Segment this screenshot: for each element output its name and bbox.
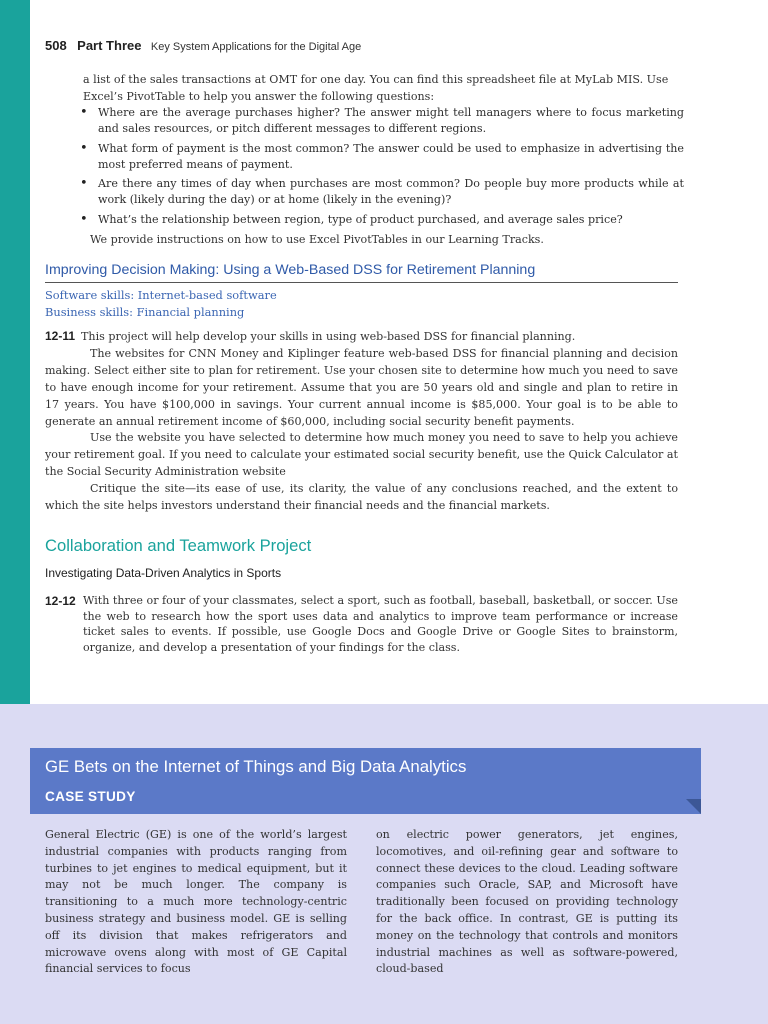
part-title: Key System Applications for the Digital Age: [150, 41, 362, 53]
project-paragraph: Use the website you have selected to determine how much money you need to save to help you achieve your retirement goal. If you need to calculate your estimated social security benefit, use the Quick Calculator at the Social Security Administration website: [45, 431, 678, 479]
list-item: • What form of payment is the most common? The answer could be used to emphasize in advertising the most preferred means of payment.: [80, 141, 684, 173]
collaboration-subheading: Investigating Data-Driven Analytics in Sports: [45, 566, 282, 580]
project-12-12: [45, 593, 678, 656]
list-item: • Where are the average purchases higher? The answer might tell managers where to focus marketing and sales resources, or pitch different messages to different regions.: [80, 105, 684, 137]
project-paragraph: Critique the site—its ease of use, its clarity, the value of any conclusions reached, and the extent to which the site helps investors understand their financial needs and the financial markets.: [45, 482, 678, 513]
intro-paragraph: a list of the sales transactions at OMT for one day. You can find this spreadsheet file at MyLab MIS. Use Excel’s PivotTable to help you answer the following questions:: [83, 73, 669, 103]
collaboration-heading: Collaboration and Teamwork Project: [45, 536, 312, 555]
case-study-label: CASE STUDY: [45, 789, 136, 804]
case-study-column-left: General Electric (GE) is one of the world’s largest industrial companies with products ranging from turbines to jet engines to medical equipment, but it may not be much longer. The company is transitioning to a much more technology-centric business strategy and business model. GE is selling off its division that makes refrigerators and microwave ovens along with most of GE Capital financial services to focus: [45, 828, 347, 976]
project-number: 12-11: [45, 329, 76, 343]
teal-margin-bar: [0, 0, 30, 704]
project-lead: This project will help develop your skills in using web-based DSS for financial planning.: [81, 330, 576, 343]
project-12-11: [45, 328, 678, 515]
list-item: • What’s the relationship between region, type of product purchased, and average sales price?: [80, 212, 684, 228]
case-study-title: GE Bets on the Internet of Things and Big Data Analytics: [45, 757, 467, 776]
question-list: [80, 105, 684, 231]
skills-block: [45, 287, 277, 320]
project-paragraph: The websites for CNN Money and Kiplinger feature web-based DSS for financial planning and decision making. Select either site to plan for retirement. Use your chosen site to determine how much you need to save to have enough income for your retirement. Assume that you are 50 years old and single and plan to retire in 17 years. You have $100,000 in savings. Your current annual income is $85,000. Your goal is to be able to generate an annual retirement income of $60,000, including social security benefit payments.: [45, 346, 678, 428]
list-item: • Are there any times of day when purchases are most common? Do people buy more products while at work (likely during the day) or at home (likely in the evening)?: [80, 176, 684, 208]
banner-fold: [686, 799, 701, 814]
project-number: 12-12: [45, 594, 76, 608]
case-study-column-right: on electric power generators, jet engines, locomotives, and oil-refining gear and software to connect these devices to the cloud. Leading software companies such Oracle, SAP, and Microsoft have traditionally been focused on providing technology for the back office. In contrast, GE is putting its money on the technology that controls and monitors industrial machines as well as software-powered, cloud-based: [376, 828, 678, 976]
project-paragraph: With three or four of your classmates, select a sport, such as football, baseball, basketball, or soccer. Use the web to research how the sport uses data and analytics to improve team performance or increase ticket sales to events. If possible, use Google Docs and Google Drive or Google Sites to brainstorm, organize, and develop a presentation of your findings for the class.: [83, 594, 678, 655]
instructions-paragraph: We provide instructions on how to use Excel PivotTables in our Learning Tracks.: [90, 233, 544, 246]
page-number: 508: [45, 38, 67, 53]
part-label: Part Three: [77, 38, 142, 53]
software-skills: Software skills: Internet-based software: [45, 288, 277, 302]
section-heading: Improving Decision Making: Using a Web-Based DSS for Retirement Planning: [45, 262, 678, 283]
running-header: [45, 37, 361, 55]
business-skills: Business skills: Financial planning: [45, 304, 245, 319]
